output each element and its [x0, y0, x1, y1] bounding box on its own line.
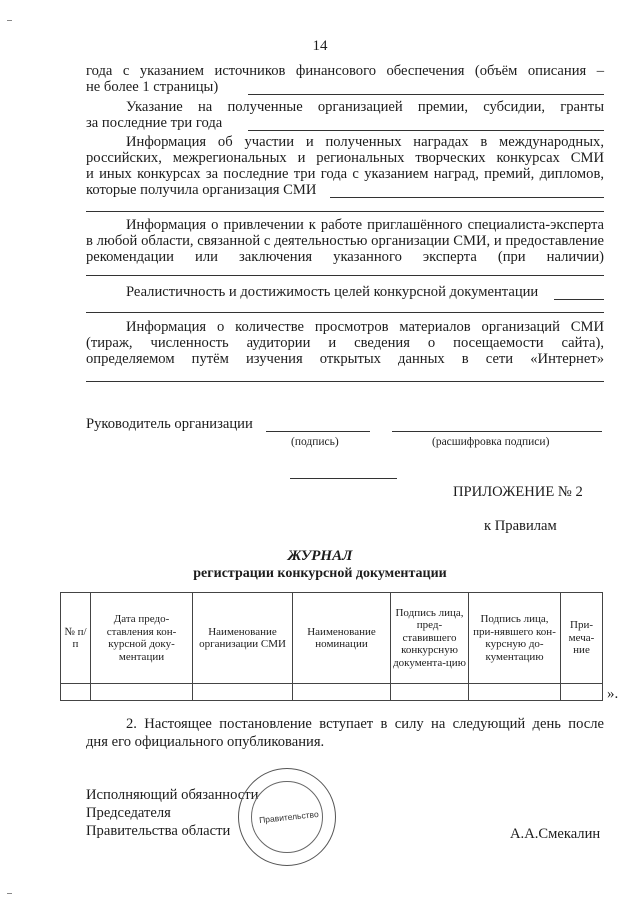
signature-blank: [266, 431, 370, 432]
journal-subtitle: регистрации конкурсной документации: [193, 566, 447, 581]
separator-line: [290, 478, 397, 479]
scan-edge-mark: [7, 20, 12, 21]
paragraph-line: за последние три года: [86, 115, 223, 131]
signature-decode-caption: (расшифровка подписи): [432, 436, 550, 448]
paragraph-line: определяемом путём изучения открытых данных в сети «Интернет»: [86, 351, 604, 367]
fill-row: [86, 211, 604, 212]
paragraph-line: в любой области, связанной с деятельностью организации СМИ, и предоставление: [86, 233, 604, 249]
journal-title: ЖУРНАЛ: [287, 548, 353, 564]
journal-table: [60, 592, 603, 701]
table-cell: [61, 684, 91, 701]
signature-decode-blank: [392, 431, 602, 432]
signer-title: Исполняющий обязанности: [86, 787, 259, 803]
table-cell: [469, 684, 561, 701]
signer-title: Правительства области: [86, 823, 231, 839]
fill-row: [86, 275, 604, 276]
paragraph-line: Информация об участии и полученных наградах в международных,: [126, 134, 604, 150]
paragraph-line: (тираж, численность аудитории и сведения о посещаемости сайта),: [86, 335, 604, 351]
paragraph-line: и иных конкурсах за последние три года с указанием наград, премий, дипломов,: [86, 166, 604, 182]
paragraph-line: Указание на полученные организацией премии, субсидии, гранты: [126, 99, 604, 115]
paragraph-line: Информация о привлечении к работе приглашённого специалиста-эксперта: [126, 217, 604, 233]
appendix-subtitle: к Правилам: [484, 518, 557, 534]
paragraph-line: рекомендации или заключения указанного эксперта (при наличии): [86, 249, 604, 265]
paragraph-line: Информация о количестве просмотров материалов организаций СМИ: [126, 319, 604, 335]
fill-blank: [330, 197, 604, 198]
paragraph-line: которые получила организация СМИ: [86, 182, 317, 198]
scan-edge-mark: [7, 893, 12, 894]
fill-blank: [248, 94, 604, 95]
column-header: При-меча-ние: [561, 593, 603, 684]
table-cell: [91, 684, 193, 701]
signer-title: Председателя: [86, 805, 171, 821]
appendix-title: ПРИЛОЖЕНИЕ № 2: [453, 484, 583, 500]
table-cell: [391, 684, 469, 701]
paragraph-line: российских, межрегиональных и региональных творческих конкурсах СМИ: [86, 150, 604, 166]
paragraph-line: года с указанием источников финансового обеспечения (объём описания –: [86, 63, 604, 79]
column-header: Наименование организации СМИ: [193, 593, 293, 684]
page-number: 14: [312, 38, 328, 54]
closing-line: дня его официального опубликования.: [86, 734, 325, 750]
closing-quote: ».: [607, 686, 619, 702]
column-header: Дата предо-ставления кон-курсной доку-ментации: [91, 593, 193, 684]
table-cell: [293, 684, 391, 701]
column-header: Подпись лица, при-нявшего кон-курсную до-кументацию: [469, 593, 561, 684]
fill-blank: [248, 130, 604, 131]
table-cell: [561, 684, 603, 701]
fill-row: [86, 381, 604, 382]
column-header: № п/п: [61, 593, 91, 684]
fill-blank: [554, 299, 604, 300]
signature-label: Руководитель организации: [86, 416, 253, 432]
closing-line: 2. Настоящее постановление вступает в силу на следующий день после: [126, 716, 604, 732]
column-header: Подпись лица, пред-ставившего конкурсную документа-цию: [391, 593, 469, 684]
table-header-row: [61, 593, 603, 684]
signer-name: А.А.Смекалин: [510, 826, 601, 842]
signature-caption: (подпись): [291, 436, 339, 448]
table-cell: [193, 684, 293, 701]
seal-text: Правительство: [258, 808, 320, 826]
paragraph-line: Реалистичность и достижимость целей конкурсной документации: [126, 284, 539, 300]
table-row: [61, 684, 603, 701]
fill-row: [86, 312, 604, 313]
column-header: Наименование номинации: [293, 593, 391, 684]
official-seal: [238, 768, 336, 866]
paragraph-line: не более 1 страницы): [86, 79, 219, 95]
